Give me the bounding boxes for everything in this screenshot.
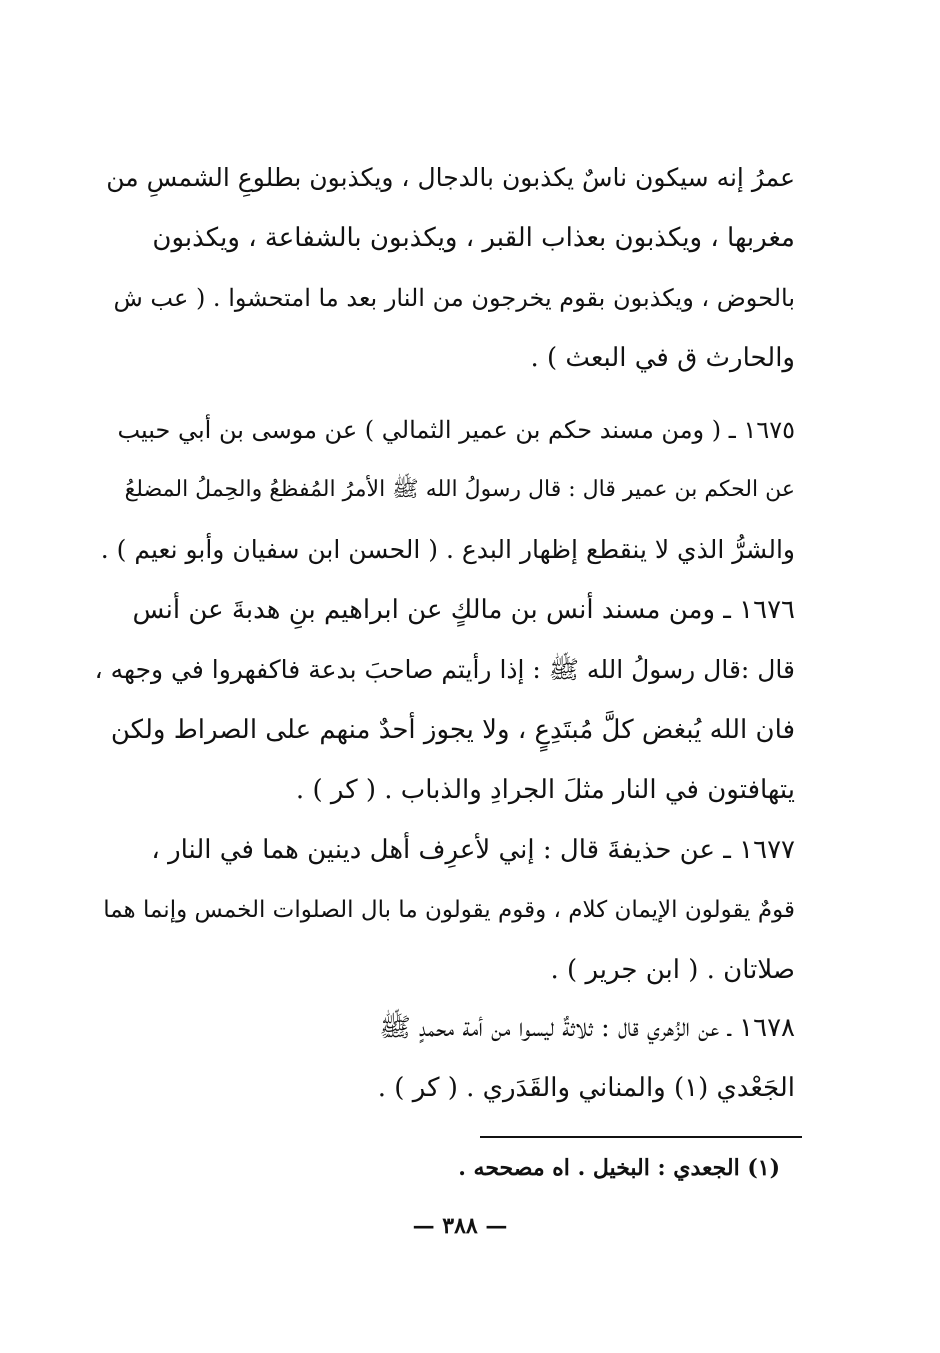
- text-line: عن الحكم بن عمير قال : قال رسولُ الله ﷺ الأمرُ المُفظعُ والحِملُ المضلعُ: [124, 477, 795, 502]
- text-line: فان الله يُبغض كلَّ مُبتَدِعٍ ، ولا يجوز أحدٌ منهم على الصراط ولكن: [110, 715, 795, 745]
- footnote: (١) الجعدي : البخيل . اه مصححه .: [458, 1155, 780, 1181]
- text-line: صلاتان . ( ابن جرير ) .: [550, 955, 795, 985]
- hadith-entry-1676: [95, 580, 795, 820]
- hadith-entry-1675: [95, 400, 795, 580]
- text-line: قومٌ يقولون الإيمان كلام ، وقوم يقولون ما بال الصلوات الخمس وإنما هما: [103, 897, 795, 923]
- text-line: بالحوض ، ويكذبون بقوم يخرجون من النار بعد ما امتحشوا . ( عب ش: [113, 284, 795, 312]
- text-line: الجَعْدي (١) والمناني والقَدَري . ( كر ) .: [377, 1073, 795, 1103]
- text-line: مغربها ، ويكذبون بعذاب القبر ، ويكذبون بالشفاعة ، ويكذبون: [152, 223, 795, 253]
- text-line: والشرُّ الذي لا ينقطع إظهار البدع . ( الحسن ابن سفيان وأبو نعيم ) .: [100, 535, 795, 564]
- text-line: قال :قال رسولُ الله ﷺ : إذا رأيتم صاحبَ بدعة فاكفهروا في وجهه ،: [94, 655, 795, 684]
- text-line: ١٦٧٨ ـ عن الزُهري قال : ثلاثةٌ ليسوا من أمة محمدٍ ﷺ: [379, 1013, 795, 1043]
- footnote-divider: [480, 1136, 802, 1138]
- text-line: ١٦٧٦ ـ ومن مسند أنس بن مالكٍ عن ابراهيم بنِ هدبةَ عن أنس: [132, 595, 795, 625]
- text-line: والحارث ق في البعث ) .: [530, 343, 795, 373]
- text-line: يتهافتون في النار مثلَ الجرادِ والذباب . ( كر ) .: [295, 775, 795, 805]
- paragraph-continuation: [95, 148, 795, 388]
- page-number: — ٣٨٨ —: [412, 1213, 508, 1239]
- text-line: ١٦٧٥ ـ ( ومن مسند حكم بن عمير الثمالي ) عن موسى بن أبي حبيب: [117, 416, 795, 444]
- text-line: عمرُ إنه سيكون ناسٌ يكذبون بالدجال ، ويكذبون بطلوعِ الشمسِ من: [106, 163, 795, 192]
- hadith-entry-1678: [95, 998, 795, 1118]
- hadith-entry-1677: [95, 820, 795, 1000]
- text-line: ١٦٧٧ ـ عن حذيفةَ قال : إني لأعرِف أهل دينين هما في النار ،: [151, 835, 795, 865]
